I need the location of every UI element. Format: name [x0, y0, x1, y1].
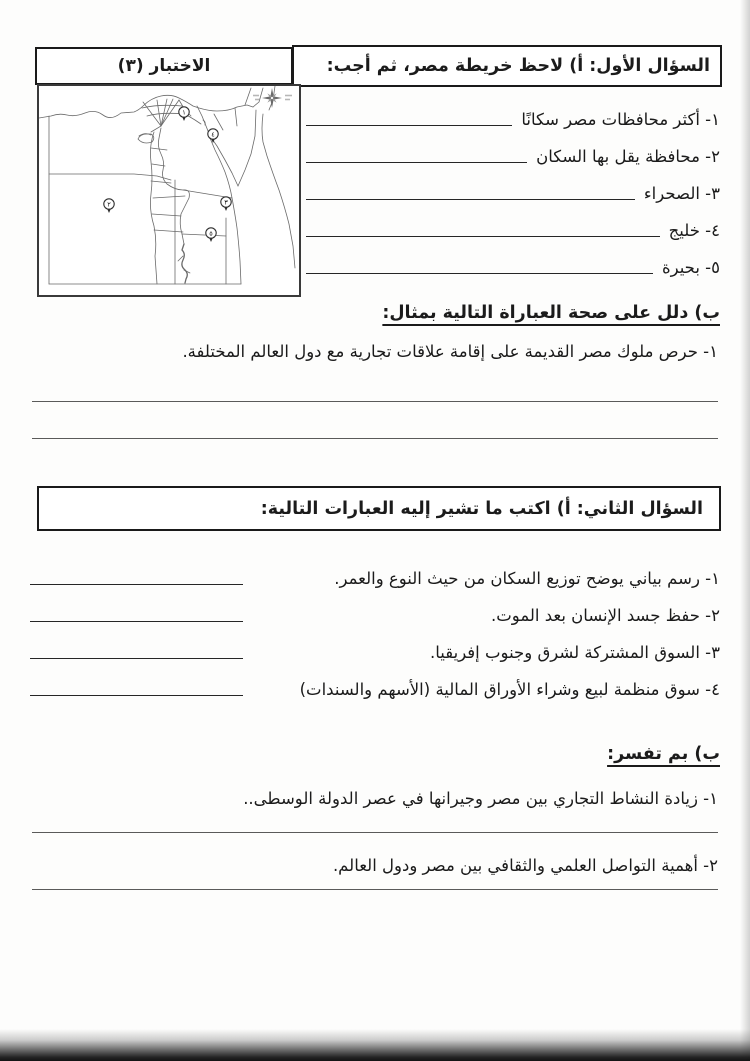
- q1-answer-blank-4[interactable]: [306, 236, 660, 237]
- question1-header-box: [292, 45, 722, 87]
- q2-item-row: [30, 595, 720, 632]
- scan-bottom-shadow: [0, 1029, 750, 1061]
- q1-item-label: ٥- بحيرة: [661, 258, 720, 278]
- q1-item-label: ٢- محافظة يقل بها السكان: [536, 147, 720, 167]
- map-pin-٥: [206, 228, 216, 242]
- q2-item-row: [30, 558, 720, 595]
- question2-items: [30, 558, 720, 706]
- q2-answer-blank-3[interactable]: [30, 658, 243, 659]
- map-pin-٤: [208, 129, 218, 143]
- q1-item-label: ٤- خليج: [668, 221, 720, 241]
- q2-item-row: [30, 669, 720, 706]
- q2-item-row: [30, 632, 720, 669]
- egypt-map-svg: [39, 86, 299, 295]
- q2-answer-blank-4[interactable]: [30, 695, 243, 696]
- svg-text:٣: ٣: [224, 198, 228, 207]
- q1-item-row: [306, 99, 720, 136]
- q2-item-label: ٤- سوق منظمة لبيع وشراء الأوراق المالية (الأسهم والسندات): [299, 680, 720, 700]
- q1-answer-blank-3[interactable]: [306, 199, 635, 200]
- q1-part-b-header: ب) دلل على صحة العباراة التالية بمثال:: [382, 303, 720, 323]
- q1b-answer-line-1[interactable]: [32, 401, 718, 402]
- svg-text:٤: ٤: [211, 130, 215, 139]
- q1-item-label: ٣- الصحراء: [643, 184, 720, 204]
- q1-part-b-item: ١- حرص ملوك مصر القديمة على إقامة علاقات تجارية مع دول العالم المختلفة.: [182, 342, 718, 361]
- egypt-map: [37, 84, 301, 297]
- svg-text:١: ١: [182, 108, 186, 117]
- q2-item-label: ٢- حفظ جسد الإنسان بعد الموت.: [491, 606, 720, 626]
- q2-part-b-item-2: ٢- أهمية التواصل العلمي والثقافي بين مصر ودول العالم.: [332, 856, 718, 875]
- q1-item-label: ١- أكثر محافظات مصر سكانًا: [521, 110, 720, 130]
- q2b-answer-line-2[interactable]: [32, 889, 718, 890]
- q1-item-row: [306, 173, 720, 210]
- q2-answer-blank-1[interactable]: [30, 584, 243, 585]
- q1-item-row: [306, 247, 720, 284]
- test-number-label: الاختبار (٣): [117, 56, 211, 76]
- question2-header-text: السؤال الثاني: أ) اكتب ما تشير إليه العبارات التالية:: [260, 498, 703, 519]
- q2-part-b-item-1: ١- زيادة النشاط التجاري بين مصر وجيرانها في عصر الدولة الوسطى..: [243, 789, 718, 808]
- question1-header-text: السؤال الأول: أ) لاحظ خريطة مصر، ثم أجب:: [326, 56, 710, 76]
- question1-items: [306, 99, 720, 284]
- test-number-box: [35, 47, 293, 85]
- q2-answer-blank-2[interactable]: [30, 621, 243, 622]
- q1-item-row: [306, 210, 720, 247]
- q1-answer-blank-5[interactable]: [306, 273, 653, 274]
- q1-item-row: [306, 136, 720, 173]
- q2b-answer-line-1[interactable]: [32, 832, 718, 833]
- map-pin-١: [179, 107, 189, 121]
- svg-text:٢: ٢: [107, 200, 111, 209]
- q2-part-b-header: ب) بم تفسر:: [607, 744, 720, 764]
- compass-rose-icon: [253, 88, 292, 108]
- map-pin-٣: [221, 197, 231, 211]
- question2-header-box: [37, 486, 721, 531]
- q2-item-label: ١- رسم بياني يوضح توزيع السكان من حيث النوع والعمر.: [334, 569, 720, 589]
- q1-answer-blank-1[interactable]: [306, 125, 512, 126]
- svg-text:٥: ٥: [209, 229, 213, 238]
- q1b-answer-line-2[interactable]: [32, 438, 718, 439]
- scan-edge-shadow: [740, 0, 750, 1061]
- map-pin-٢: [104, 199, 114, 213]
- q1-answer-blank-2[interactable]: [306, 162, 527, 163]
- q2-item-label: ٣- السوق المشتركة لشرق وجنوب إفريقيا.: [430, 643, 720, 663]
